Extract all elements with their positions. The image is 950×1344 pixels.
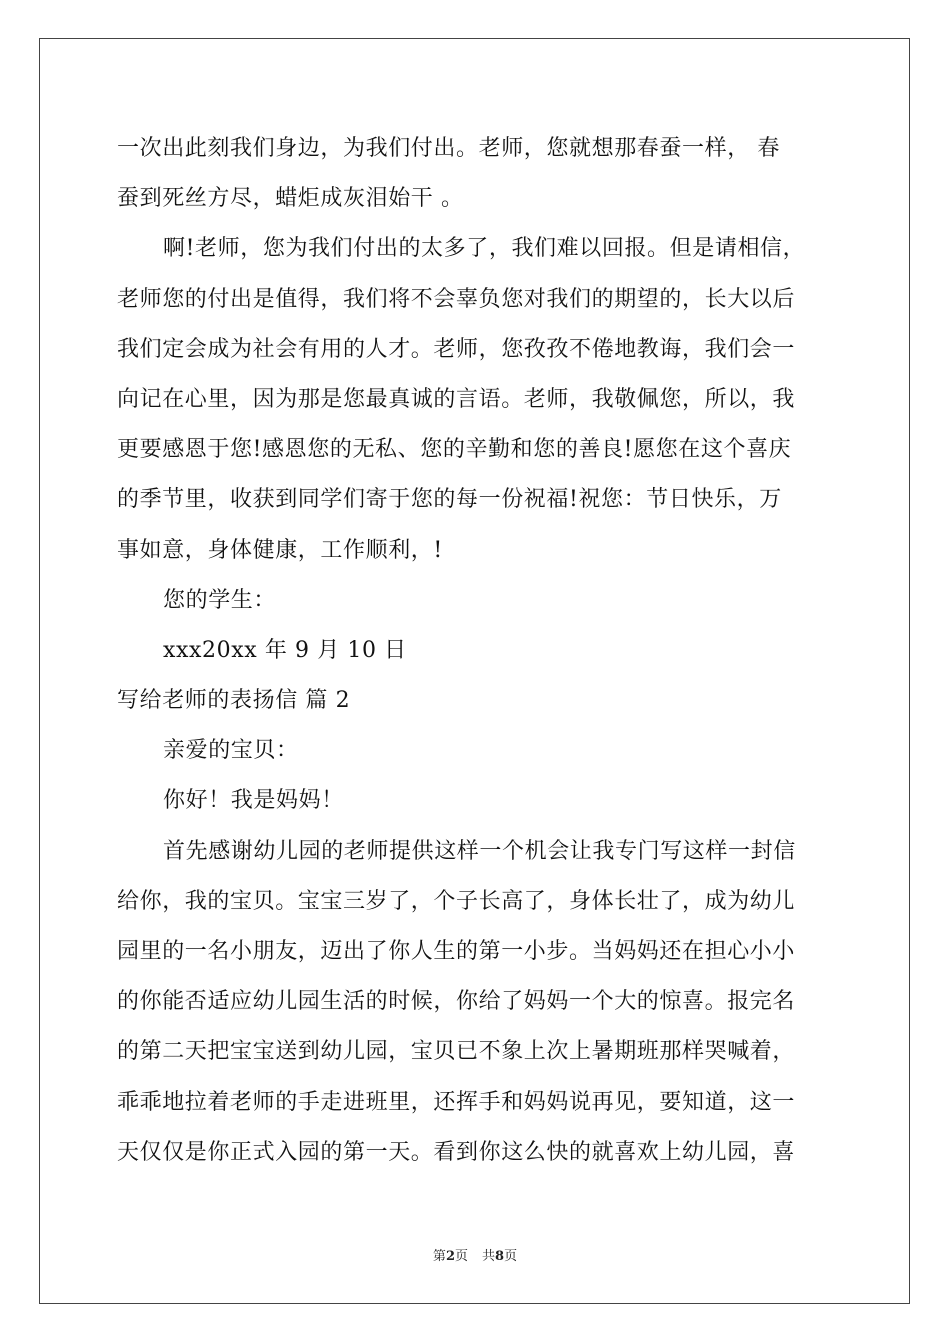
text-line: 更要感恩于您!感恩您的无私、您的辛勤和您的善良!愿您在这个喜庆 — [117, 437, 792, 463]
text-line: 的第二天把宝宝送到幼儿园，宝贝已不象上次上暑期班那样哭喊着， — [117, 1039, 796, 1065]
text-line: 老师您的付出是值得，我们将不会辜负您对我们的期望的，长大以后 — [117, 286, 796, 312]
text-line: 天仅仅是你正式入园的第一天。看到你这么快的就喜欢上幼儿园，喜 — [117, 1139, 796, 1165]
date-line: xxx20xx 年 9 月 10 日 — [163, 637, 407, 663]
page-suffix: 页 — [454, 1249, 468, 1264]
page-number: 2 — [445, 1249, 455, 1264]
text-line: 事如意，身体健康，工作顺利，! — [117, 537, 443, 563]
page-prefix: 第 — [432, 1249, 446, 1264]
total-suffix: 页 — [504, 1249, 518, 1264]
text-line: 一次出此刻我们身边，为我们付出。老师，您就想那春蚕一样， 春 — [117, 136, 780, 161]
total-prefix: 共 — [482, 1249, 496, 1264]
text-line: 蚕到死丝方尽，蜡炬成灰泪始干 。 — [117, 186, 464, 212]
paragraph-start: 啊!老师，您为我们付出的太多了，我们难以回报。但是请相信， — [163, 236, 806, 262]
text-line: 乖乖地拉着老师的手走进班里，还挥手和妈妈说再见，要知道，这一 — [117, 1089, 796, 1115]
text-line: 给你，我的宝贝。宝宝三岁了，个子长高了，身体长壮了，成为幼儿 — [117, 888, 796, 914]
text-line: 园里的一名小朋友，迈出了你人生的第一小步。当妈妈还在担心小小 — [117, 939, 796, 964]
text-line: 的季节里，收获到同学们寄于您的每一份祝福!祝您：节日快乐，万 — [117, 487, 782, 513]
text-line: 我们定会成为社会有用的人才。老师，您孜孜不倦地教诲，我们会一 — [117, 336, 796, 362]
salutation: 亲爱的宝贝： — [163, 738, 299, 764]
text-line: 向记在心里，因为那是您最真诚的言语。老师，我敬佩您，所以，我 — [117, 386, 796, 412]
page-footer — [0, 1247, 950, 1267]
total-pages: 8 — [495, 1249, 505, 1264]
text-line: 的你能否适应幼儿园生活的时候，你给了妈妈一个大的惊喜。报完名 — [117, 989, 796, 1015]
greeting: 你好！我是妈妈！ — [163, 788, 344, 814]
paragraph-start: 首先感谢幼儿园的老师提供这样一个机会让我专门写这样一封信 — [163, 838, 796, 864]
document-body — [117, 124, 837, 1178]
section-heading: 写给老师的表扬信 篇 2 — [117, 688, 351, 714]
signature-line: 您的学生： — [163, 587, 277, 613]
